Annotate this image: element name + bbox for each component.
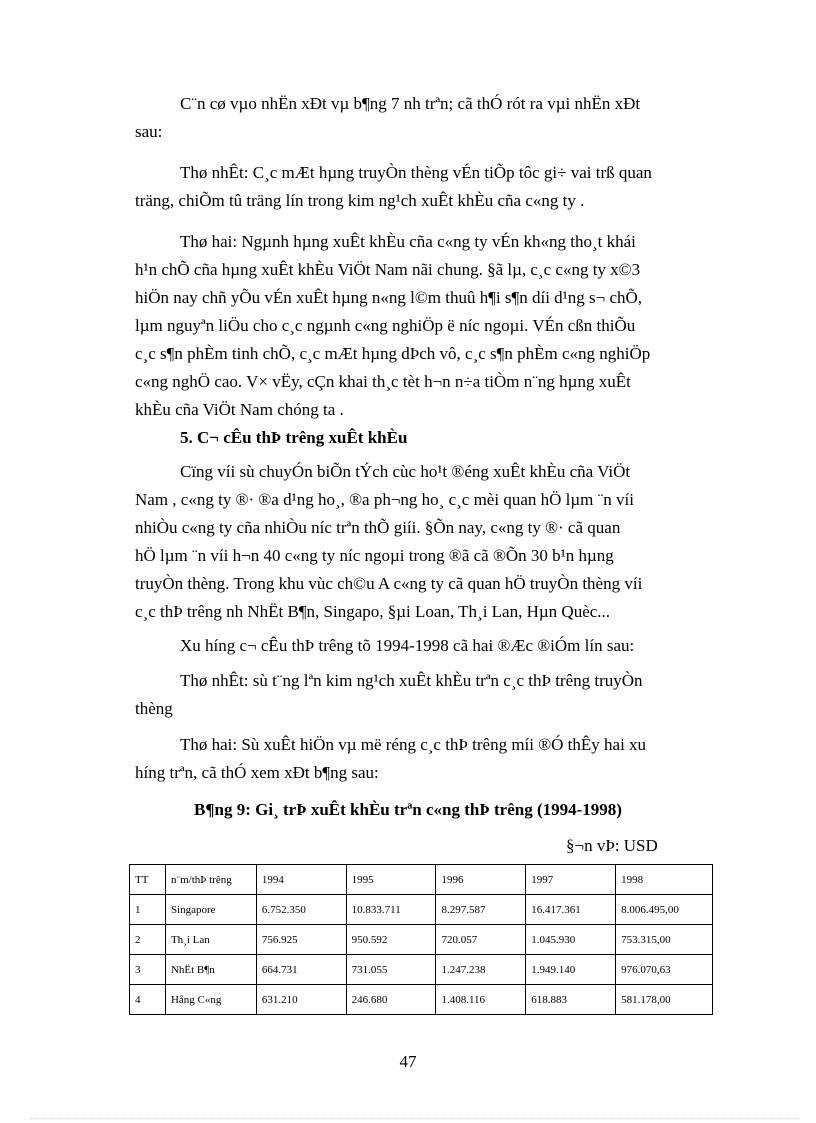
table-cell: 756.925: [256, 925, 346, 955]
text-line: hÖ lµm ¨n víi h¬n 40 c«ng ty níc ngoµi trong ®ã cã ®Õn 30 b¹n hµng: [135, 546, 614, 565]
table-cell: 2: [130, 925, 166, 955]
text-line: träng, chiÕm tû träng lín trong kim ng¹ch xuÊt khÈu cña c«ng ty .: [135, 191, 585, 210]
table-cell: 664.731: [256, 955, 346, 985]
table-cell: 246.680: [346, 985, 436, 1015]
data-table: [129, 864, 713, 1015]
table-cell: Th¸i Lan: [165, 925, 256, 955]
text-line: lµm nguyªn liÖu cho c¸c ngµnh c«ng nghiÖp ë níc ngoµi. VÉn cßn thiÕu: [135, 316, 636, 335]
header-cell: TT: [130, 865, 166, 895]
table-cell: 4: [130, 985, 166, 1015]
paragraph-1: [135, 90, 717, 146]
text-line: híng trªn, cã thÓ xem xÐt b¶ng sau:: [135, 763, 379, 782]
table-row: [130, 985, 713, 1015]
unit-label: §¬n vÞ: USD: [566, 836, 658, 855]
text-line: sau:: [135, 122, 163, 141]
table-cell: 8.006.495,00: [616, 895, 713, 925]
text-line: c¸c s¶n phÈm tinh chÕ, c¸c mÆt hµng dÞch vô, c¸c s¶n phÈm c«ng nghiÖp: [135, 344, 651, 363]
text-line: Nam , c«ng ty ®· ®a d¹ng ho¸, ®a ph¬ng ho¸ c¸c mèi quan hÖ lµm ¨n víi: [135, 490, 634, 509]
section-heading: 5. C¬ cÊu thÞ trêng xuÊt khÈu: [180, 428, 408, 447]
paragraph-5: [135, 632, 717, 660]
table-cell: 753.315,00: [616, 925, 713, 955]
text-line: hiÖn nay chñ yÕu vÉn xuÊt hµng n«ng l©m thuû h¶i s¶n díi d¹ng s¬ chÕ,: [135, 288, 643, 307]
table-cell: 631.210: [256, 985, 346, 1015]
paragraph-6: [135, 667, 717, 723]
text-line: c¸c thÞ trêng nh NhËt B¶n, Singapo, §µi Loan, Th¸i Lan, Hµn Quèc...: [135, 602, 611, 621]
table-cell: 950.592: [346, 925, 436, 955]
table-cell: 720.057: [436, 925, 526, 955]
paragraph-3: [135, 228, 717, 424]
text-line: truyÒn thèng. Trong khu vùc ch©u A c«ng ty cã quan hÖ truyÒn thèng víi: [135, 574, 643, 593]
header-cell: n¨m/thÞ trêng: [165, 865, 256, 895]
table-cell: NhËt B¶n: [165, 955, 256, 985]
paragraph-4: [135, 458, 717, 626]
text-line: Cïng víi sù chuyÓn biÕn tÝch cùc ho¹t ®éng xuÊt khÈu cña ViÖt: [180, 462, 631, 481]
page-number: 47: [399, 1052, 417, 1071]
table-row: [130, 895, 713, 925]
table-cell: 3: [130, 955, 166, 985]
text-line: h¹n chÕ cña hµng xuÊt khÈu ViÖt Nam nãi chung. §ã lµ, c¸c c«ng ty x©3: [135, 260, 641, 279]
text-line: Thø hai: Ngµnh hµng xuÊt khÈu cña c«ng ty vÉn kh«ng tho¸t khái: [180, 232, 636, 251]
table-cell: 731.055: [346, 955, 436, 985]
header-cell: 1996: [436, 865, 526, 895]
text-line: C¨n cø vµo nhËn xÐt vµ b¶ng 7 nh trªn; cã thÓ rót ra vµi nhËn xÐt: [180, 94, 641, 113]
table-cell: 976.070,63: [616, 955, 713, 985]
header-cell: 1998: [616, 865, 713, 895]
table-cell: 8.297.587: [436, 895, 526, 925]
text-line: thèng: [135, 699, 173, 718]
text-line: Thø nhÊt: sù t¨ng lªn kim ng¹ch xuÊt khÈu trªn c¸c thÞ trêng truyÒn: [180, 671, 643, 690]
table-cell: 1.045.930: [526, 925, 616, 955]
paragraph-2: [135, 159, 717, 215]
header-cell: 1994: [256, 865, 346, 895]
header-cell: 1997: [526, 865, 616, 895]
table-cell: 10.833.711: [346, 895, 436, 925]
table-cell: 1.247.238: [436, 955, 526, 985]
table-cell: 618.883: [526, 985, 616, 1015]
text-line: Xu híng c¬ cÊu thÞ trêng tõ 1994-1998 cã hai ®Æc ®iÓm lín sau:: [180, 636, 635, 655]
table-cell: 16.417.361: [526, 895, 616, 925]
table-caption: B¶ng 9: Gi¸ trÞ xuÊt khÈu trªn c«ng thÞ trêng (1994-1998): [194, 800, 622, 819]
table-cell: 581.178,00: [616, 985, 713, 1015]
table-row: [130, 925, 713, 955]
text-line: Thø hai: Sù xuÊt hiÖn vµ më réng c¸c thÞ trêng míi ®Ó thÊy hai xu: [180, 735, 647, 754]
table-cell: 1: [130, 895, 166, 925]
table-cell: 1.949.140: [526, 955, 616, 985]
table-cell: 1.408.116: [436, 985, 526, 1015]
text-line: khÈu cña ViÖt Nam chóng ta .: [135, 400, 344, 419]
text-line: Thø nhÊt: C¸c mÆt hµng truyÒn thèng vÉn tiÕp tôc gi÷ vai trß quan: [180, 163, 652, 182]
table-cell: 6.752.350: [256, 895, 346, 925]
text-line: c«ng nghÖ cao. V× vËy, cÇn khai th¸c tèt h¬n n÷a tiÒm n¨ng hµng xuÊt: [135, 372, 631, 391]
table-cell: Singapore: [165, 895, 256, 925]
paragraph-7: [135, 731, 717, 787]
text-line: nhiÒu c«ng ty cña nhiÒu níc trªn thÕ giíi. §Õn nay, c«ng ty ®· cã quan: [135, 518, 621, 537]
header-cell: 1995: [346, 865, 436, 895]
table-cell: Hång C«ng: [165, 985, 256, 1015]
table-header-row: [130, 865, 713, 895]
table-row: [130, 955, 713, 985]
page-bottom-divider: [30, 1118, 800, 1119]
